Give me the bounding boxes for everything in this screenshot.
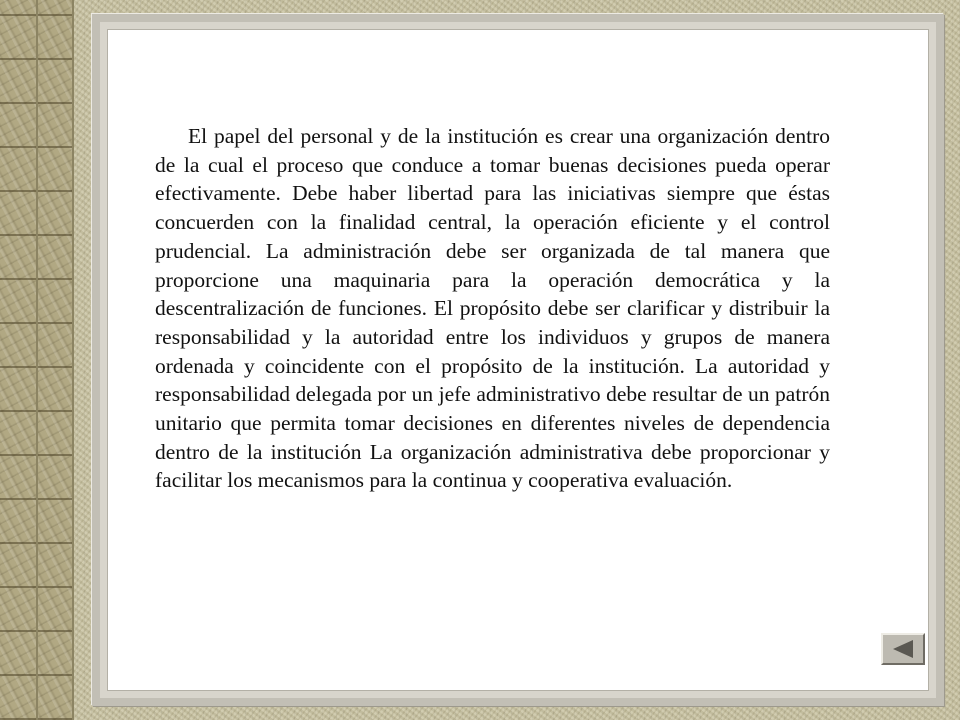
- slide-panel: [107, 29, 929, 691]
- triangle-left-icon: [891, 639, 915, 659]
- slide-body-text: El papel del personal y de la institución es crear una organización dentro de la cual el proceso que conduce a tomar buenas decisiones pueda operar efectivamente. Debe haber libertad para las iniciativas siempre que éstas concuerden con la finalidad central, la operación eficiente y el control prudencial. La administración debe ser organizada de tal manera que proporcione una maquinaria para la operación democrática y la descentralización de funciones. El propósito debe ser clarificar y distribuir la responsabilidad y la autoridad entre los individuos y grupos de manera ordenada y coincidente con el propósito de la institución. La autoridad y responsabilidad delegada por un jefe administrativo debe resultar de un patrón unitario que permita tomar decisiones en diferentes niveles de dependencia dentro de la institución La organización administrativa debe proporcionar y facilitar los mecanismos para la continua y cooperativa evaluación.: [155, 124, 830, 493]
- previous-slide-button[interactable]: [881, 633, 925, 665]
- slide-frame: [92, 14, 944, 706]
- marble-strip: [0, 0, 74, 720]
